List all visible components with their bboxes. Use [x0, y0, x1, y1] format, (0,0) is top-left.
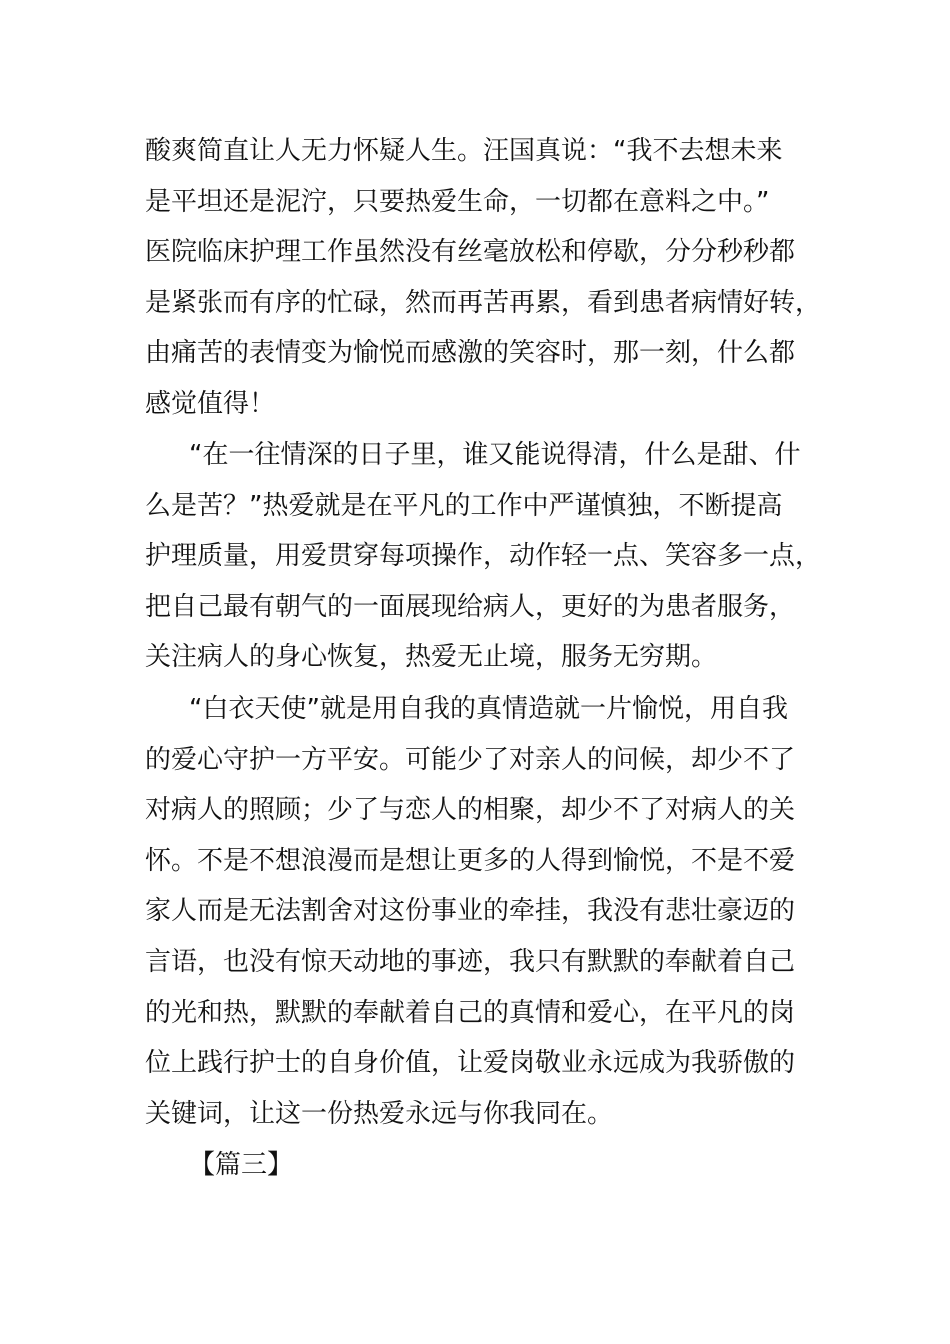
- text-line: 么是苦？”热爱就是在平凡的工作中严谨慎独，不断提高: [145, 490, 783, 521]
- text-line: 对病人的照顾；少了与恋人的相聚，却少不了对病人的关: [145, 795, 796, 826]
- text-line: 的光和热，默默的奉献着自己的真情和爱心，在平凡的岗: [145, 997, 796, 1028]
- section-heading-text: 【篇三】: [189, 1150, 294, 1180]
- text-line: 怀。不是不想浪漫而是想让更多的人得到愉悦，不是不爱: [145, 845, 796, 876]
- text-line: 医院临床护理工作虽然没有丝毫放松和停歇，分分秒秒都: [145, 237, 796, 268]
- text-line: 的爱心守护一方平安。可能少了对亲人的问候，却少不了: [145, 744, 796, 775]
- text-line: 位上践行护士的自身价值，让爱岗敬业永远成为我骄傲的: [145, 1048, 796, 1079]
- text-line: 酸爽简直让人无力怀疑人生。汪国真说：“我不去想未来: [145, 136, 783, 166]
- text-line: 关键词，让这一份热爱永远与你我同在。: [145, 1098, 614, 1129]
- text-line: 由痛苦的表情变为愉悦而感激的笑容时，那一刻，什么都: [145, 338, 796, 369]
- text-line: 是平坦还是泥泞，只要热爱生命，一切都在意料之中。”: [145, 186, 770, 217]
- text-line: 言语，也没有惊天动地的事迹，我只有默默的奉献着自己: [145, 946, 796, 977]
- text-line: 感觉值得！: [145, 388, 276, 419]
- text-line: 关注病人的身心恢复，热爱无止境，服务无穷期。: [145, 642, 718, 673]
- paragraph-3: [145, 684, 805, 1139]
- text-line: 把自己最有朝气的一面展现给病人，更好的为患者服务，: [145, 591, 796, 622]
- paragraph-2: [145, 430, 822, 683]
- paragraph-1: [145, 126, 822, 430]
- text-line: “白衣天使”就是用自我的真情造就一片愉悦，用自我: [189, 694, 788, 724]
- text-line: 护理质量，用爱贯穿每项操作，动作轻一点、笑容多一点，: [145, 541, 822, 572]
- text-line: 家人而是无法割舍对这份事业的牵挂，我没有悲壮豪迈的: [145, 896, 796, 927]
- text-line: 是紧张而有序的忙碌，然而再苦再累，看到患者病情好转，: [145, 287, 822, 318]
- section-heading: [145, 1140, 805, 1191]
- text-line: “在一往情深的日子里，谁又能说得清，什么是甜、什: [189, 440, 801, 470]
